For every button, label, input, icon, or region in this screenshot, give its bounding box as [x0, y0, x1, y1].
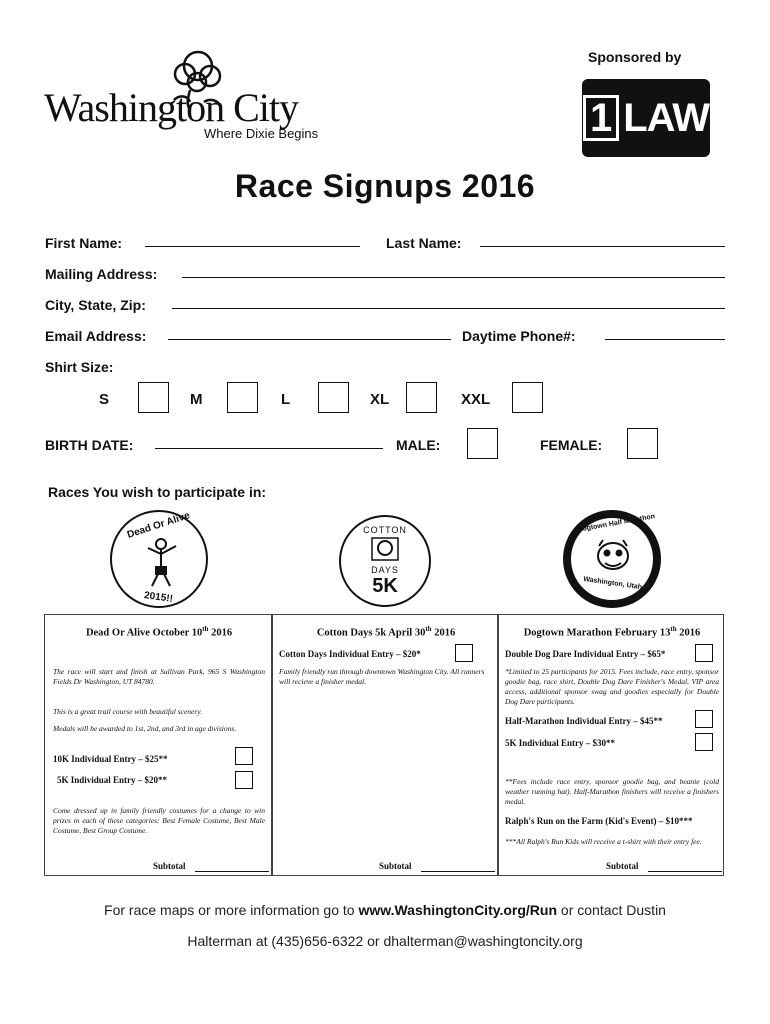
dead-or-alive-desc-medals: Medals will be awarded to 1st, 2nd, and 3rd in age divisions.	[53, 724, 237, 733]
last-name-label: Last Name:	[386, 235, 462, 251]
phone-field[interactable]	[605, 339, 725, 340]
size-s-label: S	[99, 391, 110, 408]
dogtown-emblem	[563, 510, 661, 608]
dead-or-alive-column	[44, 614, 272, 876]
ralphs-run-desc: ***All Ralph's Run Kids will receive a t-shirt with their entry fee.	[505, 837, 702, 846]
birth-date-label: BIRTH DATE:	[45, 437, 134, 453]
sponsor-logo	[582, 79, 710, 157]
double-dog-dare-checkbox[interactable]	[695, 644, 713, 662]
size-m-checkbox[interactable]	[227, 382, 258, 413]
cotton-days-heading-sup: th	[425, 625, 432, 633]
shirt-size-label: Shirt Size:	[45, 359, 114, 375]
dead-or-alive-heading-text: Dead Or Alive October 10	[85, 627, 203, 639]
dead-or-alive-emblem	[110, 510, 208, 608]
size-xl-label: XL	[370, 391, 390, 408]
dogtown-subtotal-label: Subtotal	[606, 861, 639, 871]
dogtown-fees-desc: **Fees include race entry, sponsor goodie bag, and beanie (cold weather running hat). Half-Marathon finishers will receive a finishers medal.	[505, 777, 719, 806]
city-state-zip-label: City, State, Zip:	[45, 297, 146, 313]
sponsor-logo-number: 1	[583, 95, 619, 141]
cotton-days-subtotal-field[interactable]	[421, 871, 495, 872]
footer-text-pre: For race maps or more information go to	[104, 902, 359, 918]
mailing-address-field[interactable]	[182, 277, 725, 278]
sponsor-logo-text: LAW	[623, 96, 710, 140]
last-name-field[interactable]	[480, 246, 725, 247]
footer-text-post: or contact Dustin	[557, 902, 666, 918]
dogtown-emblem-title: Dogtown Half Marathon	[576, 513, 656, 534]
dead-or-alive-desc-costumes: Come dressed up in family friendly costumes for a change to win prizes in each of these categories: Best Female Costume, Best Male Costume, Best Group Costume.	[53, 806, 265, 835]
cotton-days-desc: Family friendly run through downtown Washington City. All runners will recieve a finisher medal.	[279, 667, 485, 686]
female-checkbox[interactable]	[627, 428, 658, 459]
cotton-days-heading	[273, 625, 499, 639]
size-xxl-checkbox[interactable]	[512, 382, 543, 413]
size-s-checkbox[interactable]	[138, 382, 169, 413]
dead-or-alive-subtotal-label: Subtotal	[153, 861, 186, 871]
cotton-days-emblem-mid: DAYS	[371, 565, 399, 575]
city-state-zip-field[interactable]	[172, 308, 725, 309]
cotton-days-subtotal-label: Subtotal	[379, 861, 412, 871]
dead-or-alive-emblem-year: 2015!!	[143, 590, 174, 605]
dead-or-alive-5k-label: 5K Individual Entry – $20**	[57, 775, 168, 785]
cotton-days-emblem-5k: 5K	[372, 575, 398, 597]
cotton-days-entry-checkbox[interactable]	[455, 644, 473, 662]
dead-or-alive-heading-year: 2016	[208, 627, 233, 639]
size-l-label: L	[281, 391, 291, 408]
email-field[interactable]	[168, 339, 451, 340]
ralphs-run-label: Ralph's Run on the Farm (Kid's Event) – $10***	[505, 816, 693, 826]
female-label: FEMALE:	[540, 437, 603, 453]
size-l-checkbox[interactable]	[318, 382, 349, 413]
cotton-days-entry-label: Cotton Days Individual Entry – $20*	[279, 649, 421, 659]
cotton-days-emblem	[339, 515, 431, 607]
half-marathon-checkbox[interactable]	[695, 710, 713, 728]
first-name-field[interactable]	[145, 246, 360, 247]
size-xl-checkbox[interactable]	[406, 382, 437, 413]
double-dog-dare-desc: *Limited to 25 participants for 2015. Fees include, race entry, sponsor goodie bag, race shirt, Double Dog Dare Finisher's Medal, VIP area access, additional sponsor swag and goodies especially for Double Dog Dare participants.	[505, 667, 719, 706]
cotton-days-emblem-top: COTTON	[363, 525, 407, 535]
cotton-days-column	[272, 614, 498, 876]
dogtown-5k-checkbox[interactable]	[695, 733, 713, 751]
footer-line-2: Halterman at (435)656-6322 or dhalterman@washingtoncity.org	[187, 933, 583, 949]
org-tagline: Where Dixie Begins	[204, 126, 319, 141]
footer-website-link[interactable]: www.WashingtonCity.org/Run	[358, 902, 558, 918]
dead-or-alive-emblem-title: Dead Or Alive	[125, 510, 192, 541]
dogtown-heading	[499, 625, 725, 639]
footer-line-1	[0, 902, 770, 918]
phone-label: Daytime Phone#:	[462, 328, 576, 344]
page-title: Race Signups 2016	[234, 168, 536, 204]
size-xxl-label: XXL	[461, 391, 491, 408]
dead-or-alive-desc-location: The race will start and finish at Sullivan Park, 965 S Washington Fields Dr Washington, UT 84780.	[53, 667, 265, 686]
email-label: Email Address:	[45, 328, 147, 344]
double-dog-dare-label: Double Dog Dare Individual Entry – $65*	[505, 649, 666, 659]
dogtown-subtotal-field[interactable]	[648, 871, 722, 872]
male-label: MALE:	[396, 437, 441, 453]
dead-or-alive-subtotal-field[interactable]	[195, 871, 269, 872]
male-checkbox[interactable]	[467, 428, 498, 459]
dead-or-alive-heading	[45, 625, 273, 639]
dead-or-alive-10k-label: 10K Individual Entry – $25**	[53, 754, 168, 764]
cotton-boll-icon	[371, 537, 399, 561]
half-marathon-label: Half-Marathon Individual Entry – $45**	[505, 716, 663, 726]
first-name-label: First Name:	[45, 235, 123, 251]
dogtown-5k-label: 5K Individual Entry – $30**	[505, 738, 616, 748]
sponsor-label: Sponsored by	[588, 49, 682, 65]
mailing-address-label: Mailing Address:	[45, 266, 158, 282]
dogtown-heading-sup: th	[670, 625, 677, 633]
dead-or-alive-5k-checkbox[interactable]	[235, 771, 253, 789]
birth-date-field[interactable]	[155, 448, 383, 449]
dogtown-heading-year: 2016	[676, 627, 701, 639]
dogtown-column	[498, 614, 724, 876]
cotton-days-heading-text: Cotton Days 5k April 30	[316, 627, 426, 639]
skeleton-runner-icon	[134, 536, 188, 590]
races-heading: Races You wish to participate in:	[48, 484, 267, 500]
dogtown-emblem-location: Washington, Utah	[582, 575, 643, 592]
org-name: Washington City	[44, 85, 299, 130]
dead-or-alive-heading-sup: th	[202, 625, 209, 633]
bulldog-icon	[593, 536, 633, 576]
dead-or-alive-desc-scenery: This is a great trail course with beautiful scenery.	[53, 707, 203, 716]
cotton-days-heading-year: 2016	[431, 627, 456, 639]
dogtown-heading-text: Dogtown Marathon February 13	[523, 627, 671, 639]
size-m-label: M	[190, 391, 203, 408]
dead-or-alive-10k-checkbox[interactable]	[235, 747, 253, 765]
